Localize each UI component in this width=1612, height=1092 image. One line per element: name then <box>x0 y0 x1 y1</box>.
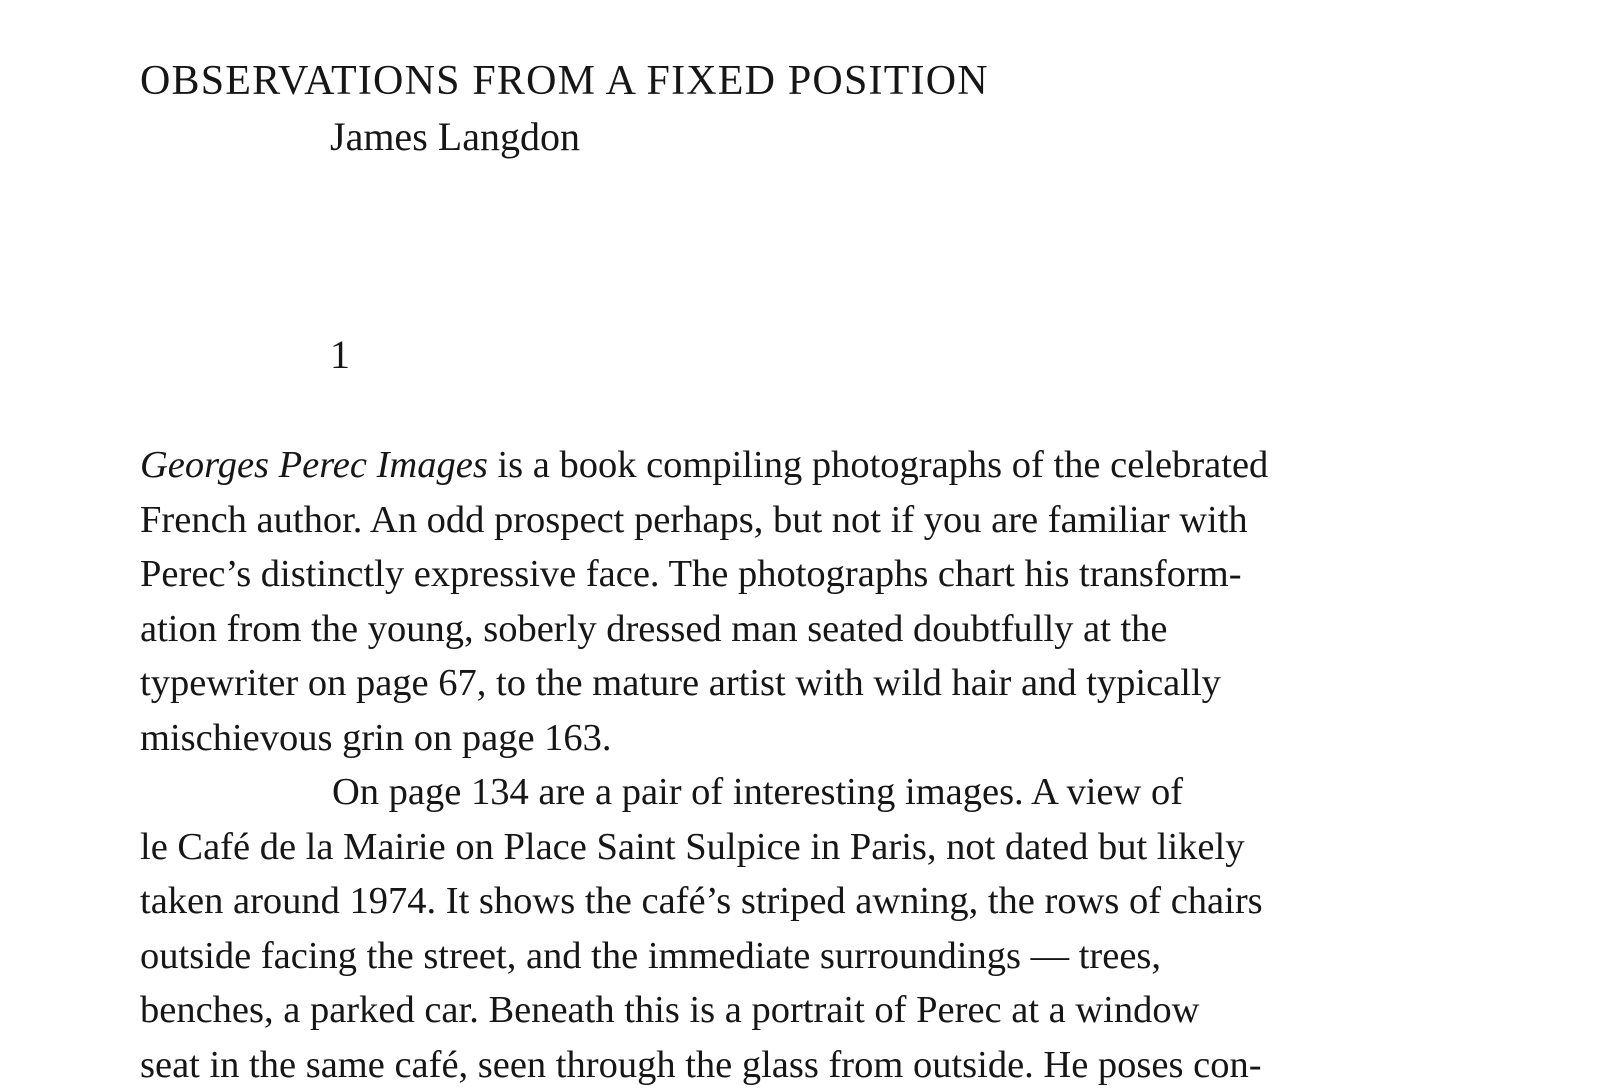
paragraph-line: benches, a parked car. Beneath this is a portrait of Perec at a window <box>140 983 1480 1038</box>
body-text <box>140 438 1480 1092</box>
paragraph-line: Perec’s distinctly expressive face. The photographs chart his transform- <box>140 547 1480 602</box>
paragraph-line <box>140 438 1480 493</box>
paragraph-line: French author. An odd prospect perhaps, but not if you are familiar with <box>140 493 1480 548</box>
author-name: James Langdon <box>330 112 580 162</box>
paragraph-line: le Café de la Mairie on Place Saint Sulpice in Paris, not dated but likely <box>140 820 1480 875</box>
book-title: Georges Perec Images <box>140 444 488 486</box>
document-title: OBSERVATIONS FROM A FIXED POSITION <box>140 56 989 106</box>
paragraph-line: taken around 1974. It shows the café’s striped awning, the rows of chairs <box>140 874 1480 929</box>
paragraph-line: seat in the same café, seen through the glass from outside. He poses con- <box>140 1038 1480 1092</box>
paragraph-line: ation from the young, soberly dressed man seated doubtfully at the <box>140 602 1480 657</box>
paragraph-line: typewriter on page 67, to the mature artist with wild hair and typically <box>140 656 1480 711</box>
paragraph-line: On page 134 are a pair of interesting images. A view of <box>140 765 1480 820</box>
line-text: is a book compiling photographs of the celebrated <box>488 444 1269 486</box>
paragraph-line: outside facing the street, and the immediate surroundings — trees, <box>140 929 1480 984</box>
paragraph-line: mischievous grin on page 163. <box>140 711 1480 766</box>
section-number: 1 <box>330 330 350 380</box>
